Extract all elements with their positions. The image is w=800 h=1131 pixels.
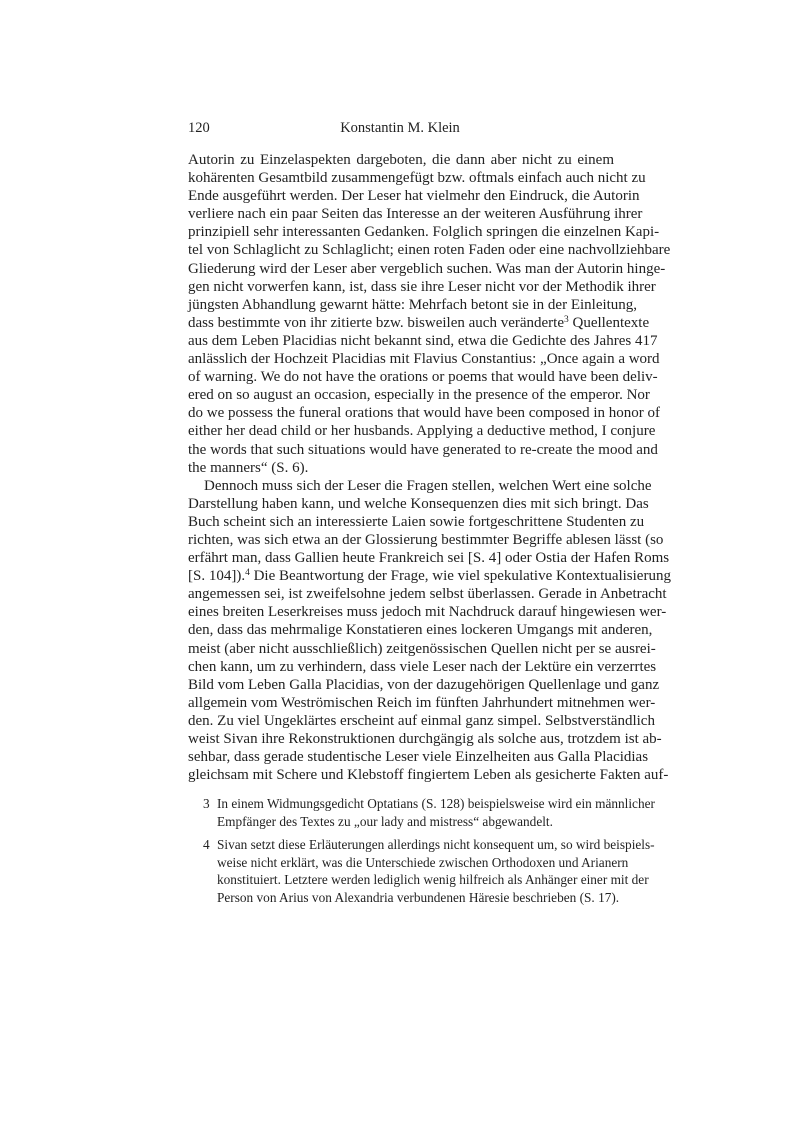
text-line: richten, was sich etwa an der Glossierung bestimmter Begriffe ablesen lässt (so: [188, 531, 664, 548]
text-line: Bild vom Leben Galla Placidias, von der dazugehörigen Quellenlage und ganz: [188, 676, 660, 693]
footnotes: [203, 795, 655, 913]
footnote: [203, 795, 655, 830]
paragraph: [188, 151, 671, 477]
text-line: allgemein vom Weströmischen Reich im fünften Jahrhundert mitnehmen wer-: [188, 694, 656, 711]
text-line: erfährt man, dass Gallien heute Frankreich sei [S. 4] oder Ostia der Hafen Roms: [188, 550, 670, 567]
text-line: the words that such situations would have generated to re-create the mood and: [188, 441, 658, 458]
text-line: prinzipiell sehr interessanten Gedanken. Folglich springen die einzelnen Kapi-: [188, 224, 660, 241]
footnote-number: 3: [203, 796, 210, 811]
text-line: Dennoch muss sich der Leser die Fragen stellen, welchen Wert eine solche: [204, 477, 652, 494]
text-line: dass bestimmte von ihr zitierte bzw. bisweilen auch veränderte$^3$ Quellentexte: [188, 314, 650, 331]
body-text: [188, 151, 671, 784]
text-line: the manners“ (S. 6).: [188, 459, 309, 476]
text-line: den, dass das mehrmalige Konstatieren eines lockeren Umgangs mit anderen,: [188, 622, 653, 639]
footnote-reference[interactable]: 3: [563, 314, 569, 325]
text-line: either her dead child or her husbands. Applying a deductive method, I conjure: [188, 423, 656, 440]
footnote-line: Empfänger des Textes zu „our lady and mistress“ abgewandelt.: [217, 813, 553, 829]
text-line: jüngsten Abhandlung gewarnt hätte: Mehrfach betont sie in der Einleitung,: [188, 296, 638, 313]
text-line: verliere nach ein paar Seiten das Interesse an der weiteren Ausführung ihrer: [188, 206, 643, 223]
footnote-line: weise nicht erklärt, was die Unterschiede zwischen Orthodoxen und Arianern: [217, 854, 629, 870]
text-line: Buch scheint sich an interessierte Laien sowie fortgeschrittene Studenten zu: [188, 513, 645, 530]
footnote-line: Sivan setzt diese Erläuterungen allerdings nicht konsequent um, so wird beispiels-: [217, 837, 655, 853]
text-line: gen nicht vorwerfen kann, ist, dass sie ihre Leser nicht vor der Methodik ihrer: [188, 278, 656, 295]
footnote-reference[interactable]: 4: [245, 568, 250, 579]
text-line: Autorin zu Einzelaspekten dargeboten, die dann aber nicht zu einem: [188, 152, 614, 168]
text-line: sehbar, dass gerade studentische Leser viele Einzelheiten aus Galla Placidias: [188, 749, 649, 766]
text-line: Darstellung haben kann, und welche Konsequenzen dies mit sich bringt. Das: [188, 495, 649, 512]
paragraph: [188, 477, 671, 785]
text-line: do we possess the funeral orations that would have been composed in honor of: [188, 405, 660, 422]
text-line: tel von Schlaglicht zu Schlaglicht; einen roten Faden oder eine nachvollziehbare: [188, 242, 671, 259]
footnote-line: konstituiert. Letztere werden lediglich wenig hilfreich als Anhänger einer mit der: [217, 872, 649, 888]
running-header-author: Konstantin M. Klein: [340, 120, 460, 136]
footnote-number: 4: [203, 837, 210, 853]
text-line: kohärenten Gesamtbild zusammengefügt bzw. oftmals einfach auch nicht zu: [188, 170, 646, 187]
footnote: [203, 836, 655, 906]
text-line: ered on so august an occasion, especially in the presence of the emperor. Nor: [188, 387, 650, 404]
text-line: aus dem Leben Placidias nicht bekannt sind, etwa die Gedichte des Jahres 417: [188, 332, 658, 349]
text-line: gleichsam mit Schere und Klebstoff fingiertem Leben als gesicherte Fakten auf-: [188, 767, 669, 784]
text-line: Ende ausgeführt werden. Der Leser hat vielmehr den Eindruck, die Autorin: [188, 188, 640, 205]
text-line: Gliederung wird der Leser aber vergeblich suchen. Was man der Autorin hinge-: [188, 260, 666, 277]
text-line: of warning. We do not have the orations or poems that would have been deliv-: [188, 369, 658, 386]
text-line: [S. 104]).$^4$ Die Beantwortung der Frage, wie viel spekulative Kontextualisierung: [188, 568, 671, 585]
text-line: den. Zu viel Ungeklärtes erscheint auf einmal ganz simpel. Selbstverständlich: [188, 712, 655, 729]
text-line: weist Sivan ihre Rekonstruktionen durchgängig als solche aus, trotzdem ist ab-: [188, 731, 662, 747]
text-line: chen kann, um zu verhindern, dass viele Leser nach der Lektüre ein verzerrtes: [188, 658, 657, 675]
text-line: eines breiten Leserkreises muss jedoch mit Nachdruck darauf hingewiesen wer-: [188, 604, 667, 621]
page-number: 120: [188, 120, 210, 136]
text-line: meist (aber nicht ausschließlich) zeitgenössischen Quellen nicht per se ausrei-: [188, 640, 656, 657]
footnote-line: In einem Widmungsgedicht Optatians (S. 128) beispielsweise wird ein männlicher: [217, 796, 655, 811]
footnote-line: Person von Arius von Alexandria verbundenen Häresie beschrieben (S. 17).: [217, 889, 620, 905]
text-line: anlässlich der Hochzeit Placidias mit Flavius Constantius: „Once again a word: [188, 351, 660, 368]
text-line: angemessen sei, ist zweifelsohne jedem selbst überlassen. Gerade in Anbetracht: [188, 586, 667, 603]
